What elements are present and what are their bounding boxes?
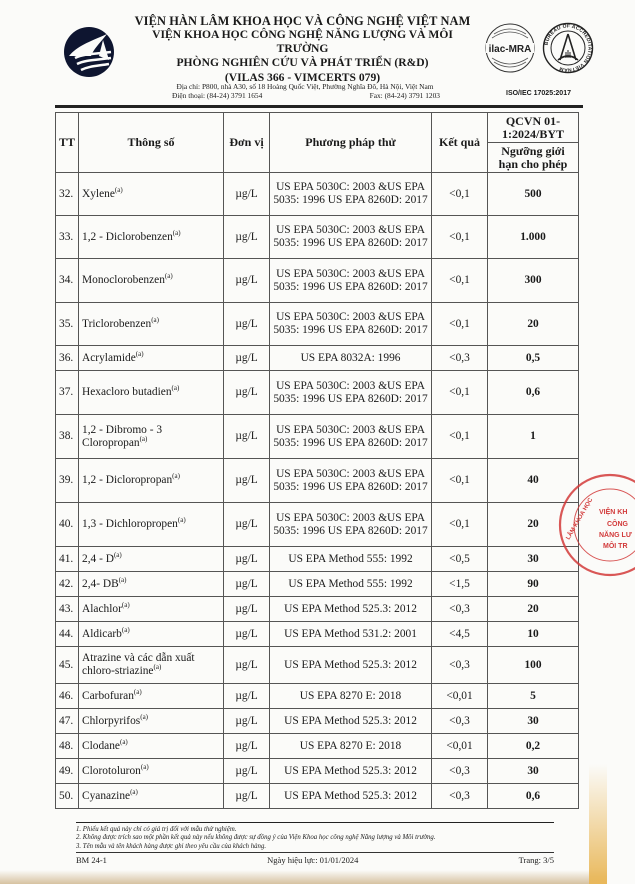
footnote-marker: (a) <box>177 516 186 525</box>
parameter-label: Clorotoluron <box>82 764 141 777</box>
page-footer <box>76 855 554 865</box>
table-row <box>56 415 579 459</box>
limit-value: 40 <box>488 459 579 503</box>
parameter-name <box>79 459 224 503</box>
ilac-mra-logo <box>484 22 536 74</box>
limit-value: 500 <box>488 173 579 216</box>
form-code: BM 24-1 <box>76 855 107 865</box>
test-method: US EPA 8032A: 1996 <box>270 346 432 371</box>
test-method: US EPA 5030C: 2003 &US EPA 5035: 1996 US EPA 8260D: 2017 <box>270 459 432 503</box>
parameter-label: Alachlor <box>82 602 122 615</box>
footnote-marker: (a) <box>172 228 181 237</box>
parameter-name <box>79 503 224 547</box>
result: <0,1 <box>432 503 488 547</box>
footnote-marker: (a) <box>130 787 138 796</box>
row-number: 36. <box>56 346 79 371</box>
iso-standard: ISO/IEC 17025:2017 <box>506 90 571 97</box>
parameter-label: Clodane <box>82 739 120 752</box>
test-method: US EPA 5030C: 2003 &US EPA 5035: 1996 US EPA 8260D: 2017 <box>270 503 432 547</box>
result: <0,3 <box>432 709 488 734</box>
unit: µg/L <box>224 734 270 759</box>
svg-text:VIỆN KH: VIỆN KH <box>599 509 628 516</box>
test-method: US EPA 5030C: 2003 &US EPA 5035: 1996 US EPA 8260D: 2017 <box>270 371 432 415</box>
unit: µg/L <box>224 415 270 459</box>
limit-value: 10 <box>488 622 579 647</box>
contact-info <box>140 82 470 100</box>
row-number: 32. <box>56 173 79 216</box>
limit-value: 5 <box>488 684 579 709</box>
row-number: 33. <box>56 216 79 259</box>
parameter-name <box>79 709 224 734</box>
footnote-marker: (a) <box>172 472 180 481</box>
footnote-marker: (a) <box>140 712 149 721</box>
unit: µg/L <box>224 259 270 303</box>
table-row <box>56 684 579 709</box>
row-number: 49. <box>56 759 79 784</box>
table-row <box>56 173 579 216</box>
result: <0,1 <box>432 415 488 459</box>
parameter-name <box>79 684 224 709</box>
table-row <box>56 647 579 684</box>
limit-value: 30 <box>488 547 579 572</box>
header-line-4: (VILAS 366 - VIMCERTS 079) <box>224 71 381 84</box>
test-method: US EPA 5030C: 2003 &US EPA 5035: 1996 US EPA 8260D: 2017 <box>270 173 432 216</box>
parameter-label: Carbofuran <box>82 689 134 702</box>
test-method: US EPA 5030C: 2003 &US EPA 5035: 1996 US EPA 8260D: 2017 <box>270 259 432 303</box>
parameter-name <box>79 784 224 809</box>
result: <1,5 <box>432 572 488 597</box>
result: <0,3 <box>432 346 488 371</box>
row-number: 42. <box>56 572 79 597</box>
parameter-label: Acrylamide <box>82 351 136 364</box>
ilac-logo-text: ilac-MRA <box>488 44 532 55</box>
result: <0,1 <box>432 173 488 216</box>
row-number: 46. <box>56 684 79 709</box>
fax: Fax: (84-24) 3791 1203 <box>369 91 440 100</box>
col-header-method: Phương pháp thử <box>270 113 432 173</box>
result: <0,5 <box>432 547 488 572</box>
table-row <box>56 597 579 622</box>
svg-text:MÔI TR: MÔI TR <box>603 543 628 550</box>
footnote-marker: (a) <box>114 185 123 194</box>
svg-text:NĂNG LƯ: NĂNG LƯ <box>599 532 632 539</box>
table-row <box>56 503 579 547</box>
footnote-marker: (a) <box>133 687 142 696</box>
parameter-label: Hexacloro butadien <box>82 386 172 398</box>
test-method: US EPA Method 525.3: 2012 <box>270 709 432 734</box>
results-body <box>56 173 579 809</box>
unit: µg/L <box>224 684 270 709</box>
unit: µg/L <box>224 622 270 647</box>
parameter-name <box>79 759 224 784</box>
table-row <box>56 622 579 647</box>
header-line-2: VIỆN KHOA HỌC CÔNG NGHỆ NĂNG LƯỢNG VÀ MÔI TRƯỜNG <box>152 28 453 55</box>
result: <0,1 <box>432 459 488 503</box>
result: <0,01 <box>432 684 488 709</box>
row-number: 48. <box>56 734 79 759</box>
unit: µg/L <box>224 572 270 597</box>
table-row <box>56 303 579 346</box>
row-number: 34. <box>56 259 79 303</box>
result: <0,1 <box>432 216 488 259</box>
unit: µg/L <box>224 216 270 259</box>
header-line-3: PHÒNG NGHIÊN CỨU VÀ PHÁT TRIỂN (R&D) <box>176 56 429 69</box>
table-row <box>56 216 579 259</box>
row-number: 35. <box>56 303 79 346</box>
row-number: 40. <box>56 503 79 547</box>
parameter-name <box>79 216 224 259</box>
result: <0,1 <box>432 259 488 303</box>
test-method: US EPA Method 555: 1992 <box>270 572 432 597</box>
unit: µg/L <box>224 173 270 216</box>
parameter-label: Triclorobenzen <box>82 317 152 330</box>
header-divider <box>55 105 583 108</box>
page-edge <box>589 764 607 884</box>
page-number: Trang: 3/5 <box>518 855 554 865</box>
parameter-name <box>79 346 224 371</box>
parameter-label: Chlorpyrifos <box>82 714 141 727</box>
parameter-label: 2,4- DB <box>82 577 119 590</box>
parameter-name <box>79 647 224 684</box>
table-row <box>56 709 579 734</box>
col-header-limit: Ngưỡng giới hạn cho phép <box>488 143 579 173</box>
limit-value: 30 <box>488 709 579 734</box>
footnote-marker: (a) <box>121 600 130 609</box>
limit-value: 0,6 <box>488 371 579 415</box>
page-shadow <box>0 870 607 884</box>
row-number: 43. <box>56 597 79 622</box>
test-method: US EPA 5030C: 2003 &US EPA 5035: 1996 US EPA 8260D: 2017 <box>270 216 432 259</box>
footer-divider <box>76 822 554 823</box>
test-method: US EPA 8270 E: 2018 <box>270 684 432 709</box>
parameter-name <box>79 303 224 346</box>
notes <box>76 826 556 851</box>
limit-value: 20 <box>488 597 579 622</box>
result: <0,01 <box>432 734 488 759</box>
svg-text:LÂM KHOA HỌC: LÂM KHOA HỌC <box>565 497 595 541</box>
header-line-1: VIỆN HÀN LÂM KHOA HỌC VÀ CÔNG NGHỆ VIỆT NAM <box>134 14 471 28</box>
col-header-param: Thông số <box>79 113 224 173</box>
table-row <box>56 346 579 371</box>
parameter-label: Aldicarb <box>82 627 122 640</box>
phone: Điện thoại: (84-24) 3791 1654 <box>172 91 263 100</box>
parameter-label: Xylene <box>82 187 115 200</box>
address: Địa chỉ: P800, nhà A30, số 18 Hoàng Quốc Việt, Phường Nghĩa Đô, Hà Nội, Việt Nam <box>176 82 434 91</box>
test-method: US EPA Method 555: 1992 <box>270 547 432 572</box>
test-method: US EPA Method 525.3: 2012 <box>270 784 432 809</box>
parameter-label: 2,4 - D <box>82 552 114 565</box>
result: <0,3 <box>432 784 488 809</box>
limit-value: 20 <box>488 303 579 346</box>
table-row <box>56 759 579 784</box>
parameter-label: Cyanazine <box>82 789 131 802</box>
note-3: 3. Tên mẫu và tên khách hàng được ghi theo yêu cầu của khách hàng. <box>76 842 267 850</box>
boa-logo-text: BUREAU OF ACCREDITATION VIETNAM <box>543 23 593 73</box>
unit: µg/L <box>224 709 270 734</box>
svg-text:CÔNG: CÔNG <box>607 521 628 528</box>
limit-value: 0,2 <box>488 734 579 759</box>
row-number: 50. <box>56 784 79 809</box>
limit-value: 0,6 <box>488 784 579 809</box>
row-number: 38. <box>56 415 79 459</box>
parameter-name <box>79 547 224 572</box>
parameter-name <box>79 734 224 759</box>
result: <0,3 <box>432 597 488 622</box>
footnote-marker: (a) <box>113 550 122 559</box>
unit: µg/L <box>224 597 270 622</box>
col-header-unit: Đơn vị <box>224 113 270 173</box>
institute-logo <box>63 26 115 78</box>
footnote-marker: (a) <box>135 349 144 358</box>
table-row <box>56 784 579 809</box>
table-row <box>56 371 579 415</box>
parameter-label: 1,2 - Diclorobenzen <box>82 230 173 243</box>
limit-value: 30 <box>488 759 579 784</box>
effective-date: Ngày hiệu lực: 01/01/2024 <box>267 855 359 865</box>
test-method: US EPA 5030C: 2003 &US EPA 5035: 1996 US EPA 8260D: 2017 <box>270 415 432 459</box>
parameter-label: 1,2 - Dicloropropan <box>82 474 173 486</box>
parameter-label: 1,2 - Dibromo - 3 Cloropropan <box>82 423 163 449</box>
unit: µg/L <box>224 547 270 572</box>
row-number: 44. <box>56 622 79 647</box>
limit-value: 300 <box>488 259 579 303</box>
parameter-name <box>79 622 224 647</box>
footnote-marker: (a) <box>139 434 148 443</box>
footnote-marker: (a) <box>164 272 173 281</box>
test-method: US EPA Method 525.3: 2012 <box>270 597 432 622</box>
test-method: US EPA Method 531.2: 2001 <box>270 622 432 647</box>
test-method: US EPA 8270 E: 2018 <box>270 734 432 759</box>
unit: µg/L <box>224 759 270 784</box>
limit-value: 100 <box>488 647 579 684</box>
footnote-marker: (a) <box>140 762 149 771</box>
unit: µg/L <box>224 303 270 346</box>
col-header-tt: TT <box>56 113 79 173</box>
parameter-name <box>79 572 224 597</box>
footnote-marker: (a) <box>151 315 159 324</box>
table-row <box>56 459 579 503</box>
result: <0,1 <box>432 303 488 346</box>
parameter-name <box>79 597 224 622</box>
boa-accreditation-logo <box>542 22 594 74</box>
table-row <box>56 734 579 759</box>
footer-divider-2 <box>76 852 554 853</box>
unit: µg/L <box>224 647 270 684</box>
limit-value: 20 <box>488 503 579 547</box>
result: <0,1 <box>432 371 488 415</box>
table-row <box>56 259 579 303</box>
parameter-label: 1,3 - Dichloropropen <box>82 518 178 530</box>
note-1: 1. Phiếu kết quả này chỉ có giá trị đối với mẫu thử nghiệm. <box>76 826 237 833</box>
note-2: 2. Không được trích sao một phần kết quả này nếu không được sự đồng ý của Viện Khoa học công nghệ Năng lượng và Môi trường. <box>76 834 436 842</box>
limit-value: 90 <box>488 572 579 597</box>
footnote-marker: (a) <box>153 663 162 672</box>
limit-value: 1 <box>488 415 579 459</box>
test-method: US EPA Method 525.3: 2012 <box>270 647 432 684</box>
footnote-marker: (a) <box>171 384 180 393</box>
limit-value: 0,5 <box>488 346 579 371</box>
footnote-marker: (a) <box>118 575 127 584</box>
official-stamp <box>555 470 635 580</box>
row-number: 45. <box>56 647 79 684</box>
row-number: 39. <box>56 459 79 503</box>
unit: µg/L <box>224 371 270 415</box>
result: <0,3 <box>432 647 488 684</box>
parameter-label: Atrazine và các dẫn xuất chloro-striazine <box>82 652 195 677</box>
result: <0,3 <box>432 759 488 784</box>
results-table <box>55 112 579 809</box>
parameter-name <box>79 259 224 303</box>
unit: µg/L <box>224 459 270 503</box>
parameter-name <box>79 173 224 216</box>
row-number: 47. <box>56 709 79 734</box>
limit-value: 1.000 <box>488 216 579 259</box>
parameter-name <box>79 371 224 415</box>
col-header-standard: QCVN 01-1:2024/BYT <box>488 113 579 143</box>
col-header-result: Kết quả <box>432 113 488 173</box>
test-method: US EPA Method 525.3: 2012 <box>270 759 432 784</box>
footnote-marker: (a) <box>119 737 128 746</box>
table-row <box>56 572 579 597</box>
parameter-name <box>79 415 224 459</box>
result: <4,5 <box>432 622 488 647</box>
parameter-label: Monoclorobenzen <box>82 274 165 286</box>
unit: µg/L <box>224 503 270 547</box>
table-row <box>56 547 579 572</box>
institute-header <box>130 14 475 85</box>
row-number: 41. <box>56 547 79 572</box>
test-method: US EPA 5030C: 2003 &US EPA 5035: 1996 US EPA 8260D: 2017 <box>270 303 432 346</box>
footnote-marker: (a) <box>121 625 130 634</box>
row-number: 37. <box>56 371 79 415</box>
unit: µg/L <box>224 784 270 809</box>
unit: µg/L <box>224 346 270 371</box>
